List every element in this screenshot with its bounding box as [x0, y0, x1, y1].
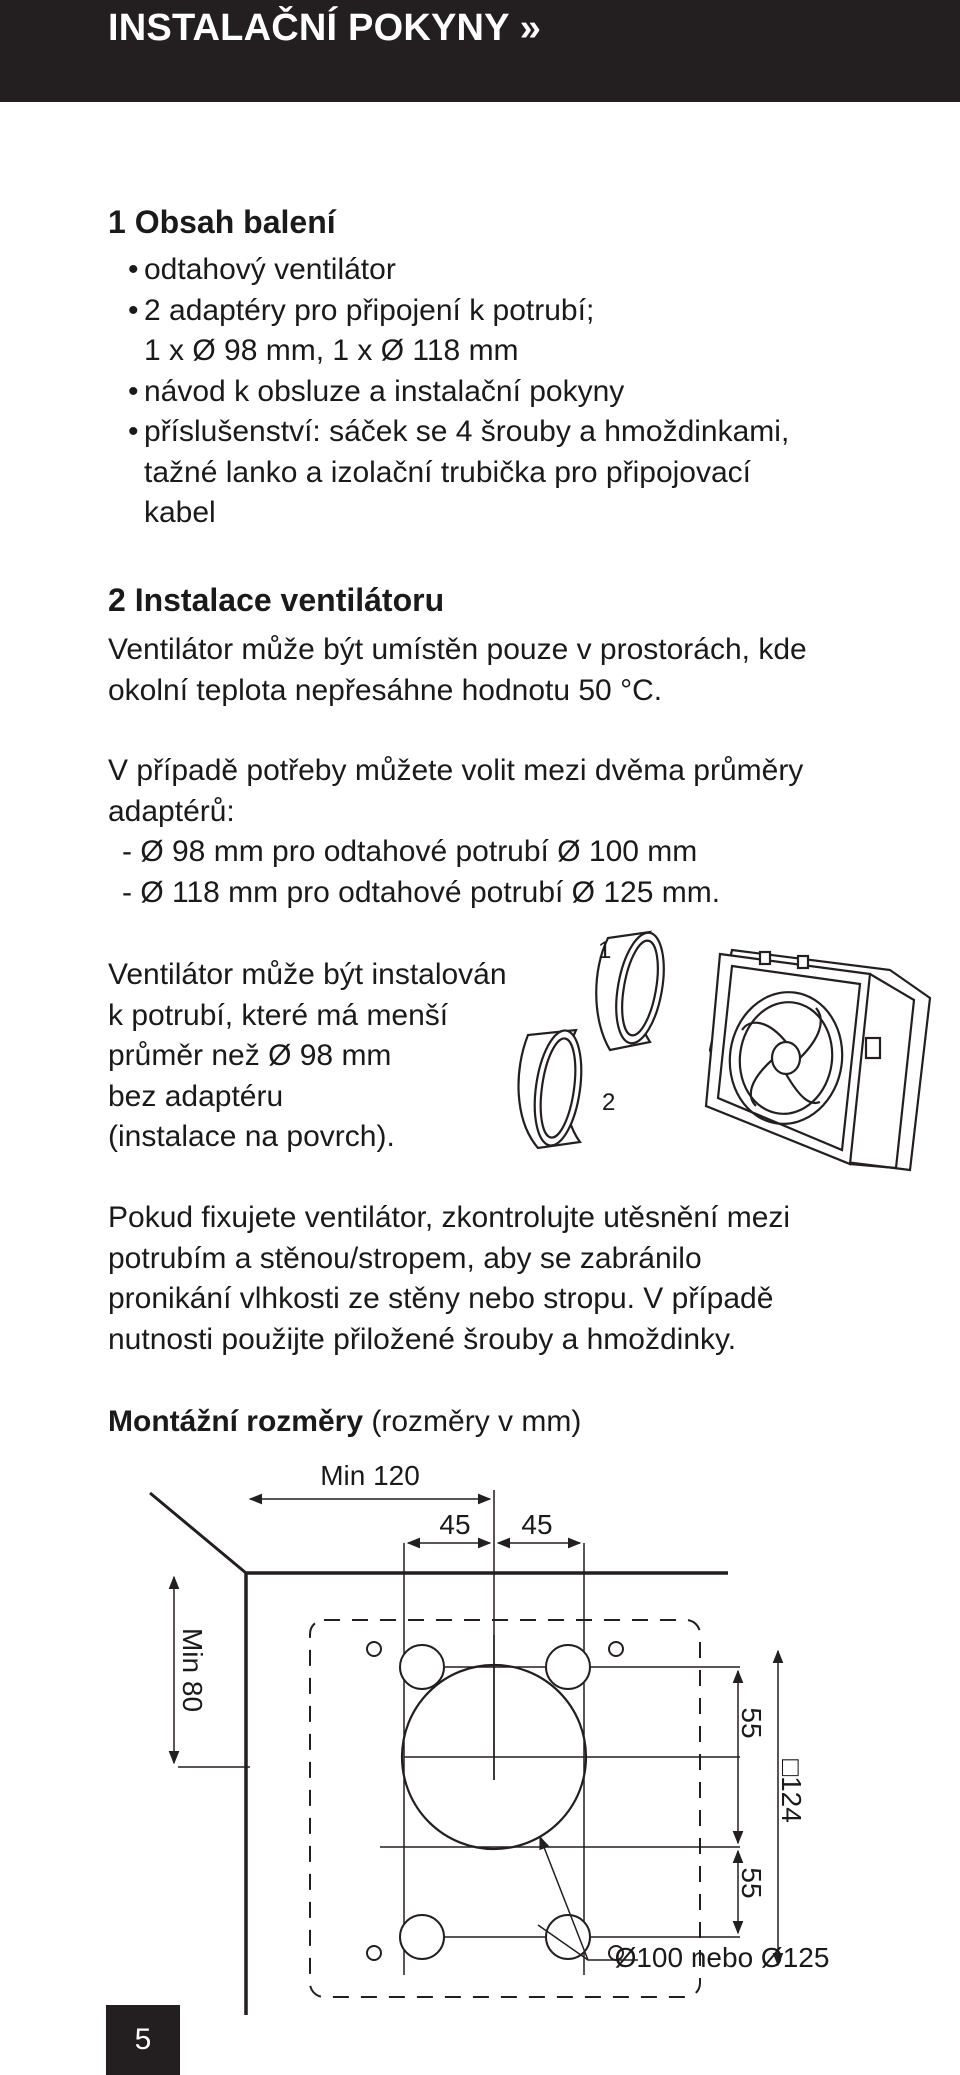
paragraph-adapters: V případě potřeby můžete volit mezi dvěma průměry adaptérů: - Ø 98 mm pro odtahové potrubí Ø 100 mm - Ø 118 mm pro odtahové potrubí Ø 125 mm.: [108, 754, 804, 909]
section1-title: 1 Obsah balení: [108, 204, 336, 240]
small-hole: [367, 1642, 381, 1656]
mounting-dimensions-diagram: [0, 1455, 960, 2015]
screw-hole: [546, 1915, 590, 1959]
list-item: • příslušenství: sáček se 4 šrouby a hmoždinkami,: [128, 415, 790, 448]
package-contents-list: [128, 250, 789, 534]
section2-title: 2 Instalace ventilátoru: [108, 582, 445, 618]
small-hole: [367, 1946, 381, 1960]
mounting-title: Montážní rozměry (rozměry v mm): [108, 1405, 582, 1438]
adapter-2-label: 2: [602, 1089, 616, 1116]
page-number: 5: [106, 2005, 180, 2075]
dim-min80-label: Min 80: [177, 1627, 208, 1713]
screw-hole: [400, 1645, 444, 1689]
paragraph-temperature: Ventilátor může být umístěn pouze v prostorách, kde okolní teplota nepřesáhne hodnotu 50 °C.: [108, 633, 807, 707]
paragraph-surface-install: Ventilátor může být instalován k potrubí, které má menší průměr než Ø 98 mm bez adaptéru (instalace na povrch).: [108, 958, 507, 1153]
dim-124-label: □124: [776, 1759, 807, 1823]
list-item: • odtahový ventilátor: [128, 253, 396, 286]
fan-outline-dashed: [310, 1620, 700, 1997]
paragraph-sealing: Pokud fixujete ventilátor, zkontrolujte utěsnění mezi potrubím a stěnou/stropem, aby se zabránilo pronikání vlhkosti ze stěny nebo stropu. V případě nutnosti použijte přiložené šrouby a hmoždinky.: [108, 1201, 791, 1356]
list-item: • návod k obsluze a instalační pokyny: [128, 374, 625, 408]
page-title: INSTALAČNÍ POKYNY »: [108, 7, 542, 49]
diameter-label: Ø100 nebo Ø125: [614, 1942, 830, 1973]
adapter-2: [519, 1028, 588, 1149]
dim-45-right-label: 45: [521, 1509, 553, 1540]
ceiling-edge-line: [150, 1493, 246, 1573]
list-item-continuation: kabel: [144, 496, 216, 529]
dim-45-left-label: 45: [439, 1509, 471, 1540]
dim-55-lower-label: 55: [736, 1867, 767, 1899]
list-item-continuation: tažné lanko a izolační trubička pro připojovací: [144, 455, 752, 489]
fan-adapter-illustration: [510, 930, 950, 1180]
fan-unit: [706, 950, 930, 1170]
adapter-1-label: 1: [598, 937, 612, 964]
dim-min120-label: Min 120: [320, 1460, 420, 1491]
list-item: • 2 adaptéry pro připojení k potrubí;: [128, 293, 595, 327]
screw-hole: [400, 1915, 444, 1959]
dim-55-upper-label: 55: [736, 1707, 767, 1739]
list-item-continuation: 1 x Ø 98 mm, 1 x Ø 118 mm: [144, 334, 519, 367]
screw-hole: [546, 1645, 590, 1689]
header-bar: [0, 0, 960, 102]
small-hole: [609, 1642, 623, 1656]
